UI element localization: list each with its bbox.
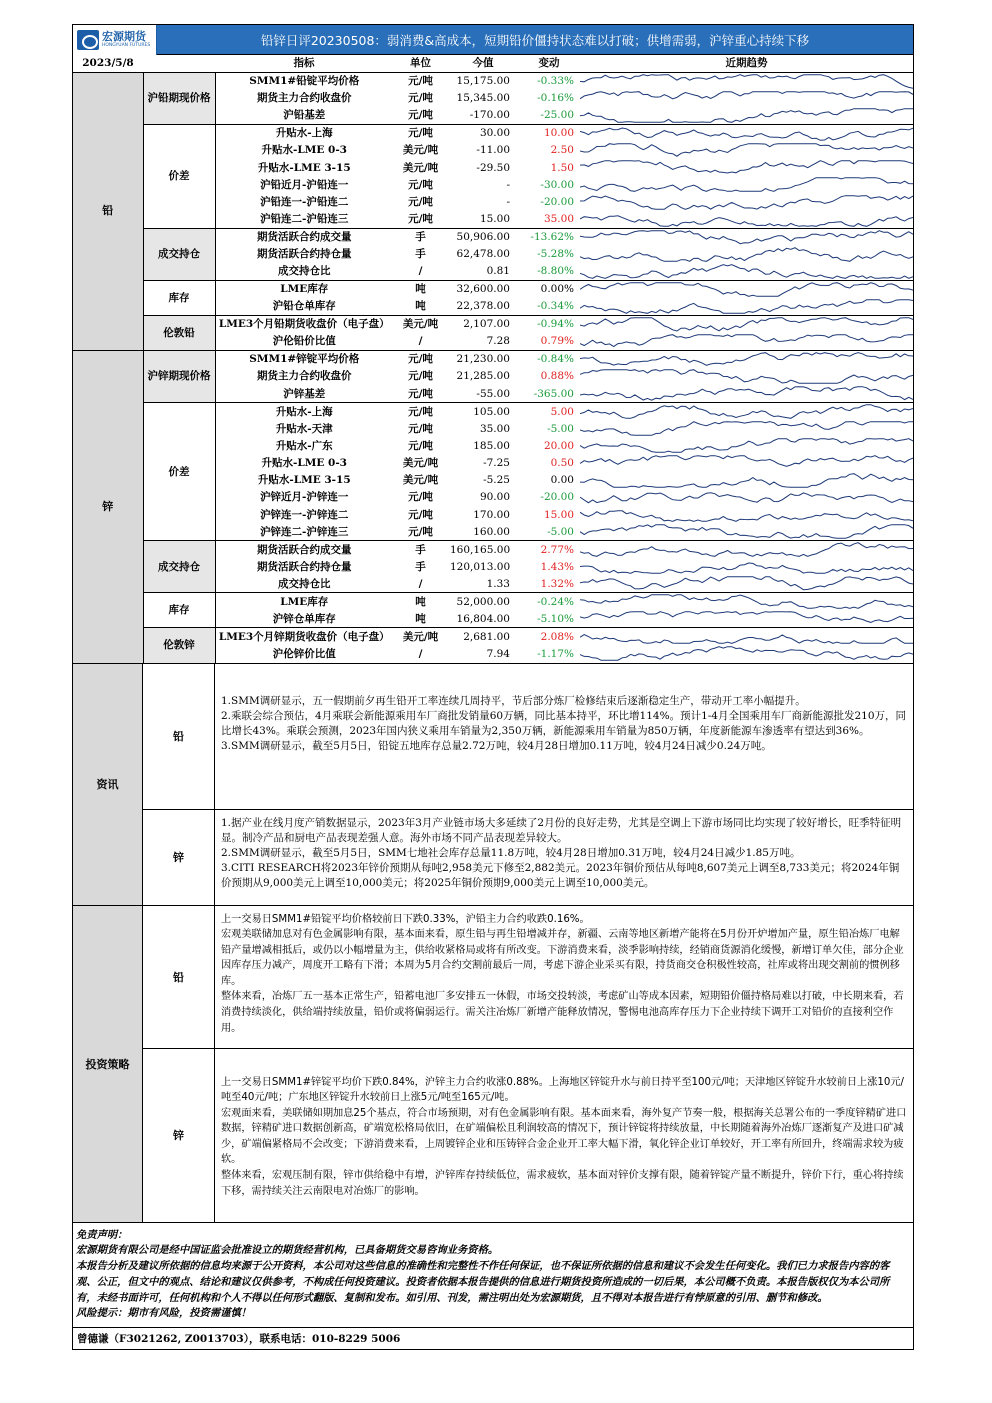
trend-sparkline — [580, 558, 913, 575]
indicator-name: 沪铅连二-沪铅连三 — [260, 213, 349, 226]
paragraph: 风险提示：期市有风险，投资需谨慎！ — [76, 1307, 252, 1320]
indicator-name: 沪伦锌价比值 — [272, 647, 336, 660]
metal-label: 铅 — [73, 72, 143, 350]
indicator-unit: 手 — [415, 560, 426, 573]
indicator-change: -0.94% — [518, 315, 580, 333]
indicator-name: 沪伦铅价比值 — [272, 335, 336, 348]
indicator-unit: 元/吨 — [408, 196, 433, 209]
indicator-change: -5.28% — [537, 248, 574, 261]
indicator-name: 期货主力合约收盘价 — [257, 92, 352, 105]
header-change: 变动 — [518, 55, 580, 72]
indicator-name: 沪锌近月-沪锌连一 — [260, 491, 349, 504]
contact-info: 曾德谦（F3021262, Z0013703），联系电话：010-8229 5006 — [73, 1327, 913, 1349]
indicator-value: 15.00 — [479, 213, 510, 226]
company-logo — [73, 25, 157, 55]
indicator-name: 沪铅仓单库存 — [272, 300, 336, 313]
indicator-change: -0.34% — [537, 300, 574, 313]
indicator-change: 20.00 — [543, 439, 574, 452]
trend-sparkline — [580, 315, 913, 333]
indicator-change: 5.00 — [518, 403, 580, 421]
indicator-change: 0.50 — [550, 456, 574, 469]
indicator-value: -55.00 — [476, 387, 510, 400]
indicator-name: 升贴水-LME 3-15 — [257, 474, 351, 487]
indicator-value: 30.00 — [448, 124, 518, 142]
table-row — [73, 403, 913, 421]
indicator-name: 升贴水-LME 0-3 — [261, 144, 347, 157]
indicator-unit: / — [418, 335, 423, 348]
trend-sparkline — [580, 489, 913, 506]
trend-sparkline — [580, 541, 913, 559]
indicator-name: LME3个月锌期货收盘价（电子盘） — [215, 628, 393, 646]
indicator-value: 16,804.00 — [456, 612, 510, 625]
paragraph: 2.乘联会综合预估，4月乘联会新能源乘用车厂商批发销量60万辆，同比基本持平，环比增114%。预计1-4月全国乘用车厂商新能源批发210万，同比增长43%。乘联会预测，2023年国内狭义乘用车销量为2,350万辆，新能源乘用车销量为850万辆，年度新能源车渗透率有望达到36%。 — [221, 709, 907, 737]
group-label: 伦敦锌 — [143, 628, 215, 663]
indicator-name: LME库存 — [215, 280, 393, 298]
indicator-change: 2.77% — [518, 541, 580, 559]
paragraph: 宏源期货有限公司是经中国证监会批准设立的期货经营机构，已具备期货交易咨询业务资格。 — [76, 1244, 499, 1257]
indicator-unit: 手 — [393, 541, 448, 559]
indicator-name: 沪铅连一-沪铅连二 — [260, 196, 349, 209]
indicator-unit: 元/吨 — [408, 422, 433, 435]
paragraph: 宏观美联储加息对有色金属影响有限，基本面来看，原生铅与再生铅增减并存，新疆、云南等地区新增产能将在5月份开炉增加产量，原生铅冶炼厂电解铅产量增减相抵后，或仍以小幅增量为主，供给收紧格局或将有所改变。下游消费来看，淡季影响持续，经销商货源消化缓慢，新增订单欠佳，部分企业因库存压力减产，周度开工略有下滑；本周为5月合约交割前最后一周，考虑下游企业采买有限，持货商交仓积极性较高，社库或将出现交割前的惯例移库。 — [221, 929, 904, 987]
group-label: 库存 — [143, 280, 215, 315]
table-row — [73, 315, 913, 333]
indicator-value: 2,681.00 — [448, 628, 518, 646]
indicator-name: 沪铅近月-沪铅连一 — [260, 178, 349, 191]
indicator-name: 成交持仓比 — [278, 265, 331, 278]
paragraph: 上一交易日SMM1#锌锭平均价下跌0.84%，沪锌主力合约收涨0.88%。上海地区锌锭升水与前日持平至100元/吨；天津地区锌锭升水较前日上涨10元/吨至40元/吨；广东地区锌锭升水较前日上涨5元/吨至165元/吨。 — [221, 1076, 904, 1104]
paragraph: 2.SMM调研显示，截至5月5日，SMM七地社会库存总量11.8万吨，较4月28日增加0.31万吨，较4月24日减少1.85万吨。 — [221, 846, 801, 859]
trend-sparkline — [580, 628, 913, 646]
trend-sparkline — [580, 385, 913, 403]
indicator-unit: 美元/吨 — [393, 315, 448, 333]
indicator-name: 成交持仓比 — [278, 577, 331, 590]
trend-sparkline — [580, 350, 913, 368]
indicator-unit: 吨 — [415, 300, 426, 313]
info-zinc-text — [215, 810, 913, 905]
indicator-change: -365.00 — [533, 387, 574, 400]
indicator-unit: 美元/吨 — [402, 474, 439, 487]
table-row — [73, 350, 913, 368]
indicator-unit: 元/吨 — [408, 109, 433, 122]
indicator-change: 1.43% — [540, 560, 574, 573]
indicator-value: 32,600.00 — [448, 280, 518, 298]
indicator-name: 期货活跃合约持仓量 — [257, 560, 352, 573]
paragraph: 宏观面来看，美联储如期加息25个基点，符合市场预期，对有色金属影响有限。基本面来看，海外复产节奏一般，根据海关总署公布的一季度锌精矿进口数据，锌精矿进口数据创新高，矿端宽松格局依旧，在矿端偏松且利润较高的情况下，预计锌锭将持续放量，中长期随着海外冶炼厂逐渐复产及进口矿减少，矿端偏紧格局不会改变；下游消费来看，上周镀锌企业和压铸锌合金企业开工率大幅下滑，氧化锌企业订单较好，开工率有所回升，终端需求较为疲软。 — [221, 1107, 907, 1166]
group-label: 价差 — [143, 403, 215, 541]
paragraph: 整体来看，冶炼厂五一基本正常生产，铅蓄电池厂多安排五一休假，市场交投转淡，考虑矿山等成本因素，短期铅价僵持格局难以打破，中长期来看，若消费持续淡化，供给端持续放量，铅价或将偏弱运行。需关注冶炼厂新增产能释放情况，警惕电池高库存压力下企业持续下调开工对铅价的直接利空作用。 — [221, 991, 904, 1034]
indicator-value: 90.00 — [479, 491, 510, 504]
indicator-name: 期货活跃合约成交量 — [215, 541, 393, 559]
indicator-value: -5.25 — [483, 474, 510, 487]
indicator-change: -1.17% — [537, 647, 574, 660]
indicator-value: 7.28 — [486, 335, 510, 348]
report-header — [73, 25, 913, 55]
trend-sparkline — [580, 437, 913, 454]
table-row — [73, 628, 913, 646]
trend-sparkline — [580, 506, 913, 523]
indicator-unit: 美元/吨 — [402, 161, 439, 174]
trend-sparkline — [580, 333, 913, 351]
indicator-change: -8.80% — [537, 265, 574, 278]
indicator-value: 21,285.00 — [456, 370, 510, 383]
indicator-name: SMM1#锌锭平均价格 — [215, 350, 393, 368]
indicator-change: -30.00 — [540, 178, 574, 191]
trend-sparkline — [580, 593, 913, 611]
header-indicator: 指标 — [215, 55, 393, 72]
trend-sparkline — [580, 263, 913, 281]
paragraph: 3.SMM调研显示，截至5月5日，铅锭五地库存总量2.72万吨，较4月28日增加0.11万吨，较4月24日减少0.24万吨。 — [221, 739, 772, 752]
group-label: 库存 — [143, 593, 215, 628]
indicator-value: 120,013.00 — [450, 560, 511, 573]
group-label: 价差 — [143, 124, 215, 228]
indicator-value: 15,175.00 — [448, 72, 518, 90]
indicator-name: 沪锌基差 — [283, 387, 326, 400]
indicator-name: 沪铅基差 — [283, 109, 326, 122]
trend-sparkline — [580, 228, 913, 246]
indicator-change: -5.10% — [537, 612, 574, 625]
indicator-name: 沪锌仓单库存 — [272, 612, 336, 625]
indicator-value: -170.00 — [469, 109, 510, 122]
table-header-row — [73, 55, 913, 72]
trend-sparkline — [580, 72, 913, 90]
trend-sparkline — [580, 159, 913, 176]
indicator-change: -25.00 — [540, 109, 574, 122]
metal-label: 锌 — [73, 350, 143, 662]
report-frame — [72, 24, 914, 1350]
trend-sparkline — [580, 280, 913, 298]
indicator-change: -0.33% — [518, 72, 580, 90]
trend-sparkline — [580, 403, 913, 421]
indicator-unit: 元/吨 — [408, 370, 433, 383]
group-label: 沪锌期现价格 — [143, 350, 215, 402]
indicator-unit: 元/吨 — [408, 491, 433, 504]
indicator-unit: 元/吨 — [408, 213, 433, 226]
logo-mark-icon — [77, 30, 99, 50]
indicator-unit: 元/吨 — [393, 403, 448, 421]
trend-sparkline — [580, 193, 913, 210]
indicator-name: 期货活跃合约持仓量 — [257, 248, 352, 261]
indicator-change: 0.79% — [540, 335, 574, 348]
paragraph: 上一交易日SMM1#铅锭平均价格较前日下跌0.33%，沪铅主力合约收跌0.16%。 — [221, 913, 590, 925]
strategy-zinc-label: 锌 — [143, 1049, 215, 1222]
indicator-change: 1.32% — [540, 577, 574, 590]
indicator-value: -7.25 — [483, 456, 510, 469]
trend-sparkline — [580, 575, 913, 593]
strategy-section — [73, 905, 913, 1222]
info-section — [73, 663, 913, 905]
indicator-name: 升贴水-广东 — [275, 439, 333, 452]
indicator-unit: 元/吨 — [408, 178, 433, 191]
paragraph: 3.CITI RESEARCH将2023年锌价预期从每吨2,958美元下修至2,882美元。2023年铜价预估从每吨8,607美元上调至8,733美元；将2024年铜价预期从9,000美元上调至10,000美元；将2025年铜价预期9,000美元上调至10,000美元。 — [221, 861, 900, 889]
indicator-unit: 元/吨 — [408, 525, 433, 538]
indicator-name: 升贴水-LME 0-3 — [261, 456, 347, 469]
indicator-unit: 元/吨 — [393, 124, 448, 142]
indicator-value: 105.00 — [448, 403, 518, 421]
indicator-unit: 美元/吨 — [402, 144, 439, 157]
trend-sparkline — [580, 472, 913, 489]
data-table — [73, 55, 913, 663]
indicator-change: 1.50 — [550, 161, 574, 174]
indicator-unit: 吨 — [393, 593, 448, 611]
indicator-unit: 吨 — [415, 612, 426, 625]
indicator-name: LME库存 — [215, 593, 393, 611]
indicator-name: 升贴水-天津 — [275, 422, 333, 435]
group-label: 成交持仓 — [143, 228, 215, 280]
indicator-unit: 美元/吨 — [393, 628, 448, 646]
indicator-change: -13.62% — [518, 228, 580, 246]
report-date: 2023/5/8 — [73, 55, 143, 72]
indicator-unit: 元/吨 — [408, 387, 433, 400]
table-row — [73, 228, 913, 246]
indicator-change: 15.00 — [543, 508, 574, 521]
trend-sparkline — [580, 420, 913, 437]
indicator-name: 升贴水-上海 — [215, 124, 393, 142]
indicator-change: -5.00 — [547, 525, 574, 538]
indicator-change: -20.00 — [540, 491, 574, 504]
trend-sparkline — [580, 368, 913, 385]
indicator-unit: 手 — [393, 228, 448, 246]
indicator-value: 52,000.00 — [448, 593, 518, 611]
strategy-lead-label: 铅 — [143, 906, 215, 1048]
indicator-unit: 美元/吨 — [402, 456, 439, 469]
group-label: 沪铅期现价格 — [143, 72, 215, 124]
indicator-value: 1.33 — [486, 577, 510, 590]
indicator-value: 50,906.00 — [448, 228, 518, 246]
indicator-change: 35.00 — [543, 213, 574, 226]
indicator-unit: / — [418, 265, 423, 278]
trend-sparkline — [580, 124, 913, 142]
trend-sparkline — [580, 142, 913, 159]
trend-sparkline — [580, 523, 913, 541]
logo-en: HONGYUAN FUTURES — [102, 43, 151, 49]
trend-sparkline — [580, 211, 913, 229]
indicator-change: -5.00 — [547, 422, 574, 435]
indicator-unit: / — [418, 577, 423, 590]
indicator-value: 2,107.00 — [448, 315, 518, 333]
indicator-value: -29.50 — [476, 161, 510, 174]
indicator-unit: / — [418, 647, 423, 660]
indicator-unit: 吨 — [393, 280, 448, 298]
paragraph: 整体来看，宏观压制有限，锌市供给稳中有增，沪锌库存持续低位，需求疲软，基本面对锌价支撑有限，随着锌锭产量不断提升，锌价下行，重心将持续下移，需持续关注云南限电对冶炼厂的影响。 — [221, 1170, 904, 1197]
trend-sparkline — [580, 645, 913, 662]
indicator-value: - — [506, 196, 510, 209]
indicator-change: -0.84% — [518, 350, 580, 368]
indicator-unit: 元/吨 — [408, 508, 433, 521]
indicator-value: 15,345.00 — [456, 92, 510, 105]
strategy-zinc-text — [215, 1049, 913, 1222]
indicator-value: - — [506, 178, 510, 191]
trend-sparkline — [580, 246, 913, 263]
indicator-name: 升贴水-LME 3-15 — [257, 161, 351, 174]
indicator-name: LME3个月铅期货收盘价（电子盘） — [215, 315, 393, 333]
trend-sparkline — [580, 298, 913, 316]
info-zinc-label: 锌 — [143, 810, 215, 905]
trend-sparkline — [580, 454, 913, 471]
indicator-name: 期货主力合约收盘价 — [257, 370, 352, 383]
strategy-lead-text — [215, 906, 913, 1048]
strategy-label: 投资策略 — [73, 906, 143, 1222]
trend-sparkline — [580, 610, 913, 628]
indicator-change: -0.16% — [537, 92, 574, 105]
paragraph: 本报告分析及建议所依据的信息均来源于公开资料，本公司对这些信息的准确性和完整性不作任何保证，也不保证所依据的信息和建议不会发生任何变化。我们已力求报告内容的客观、公正，但文中的观点、结论和建议仅供参考，不构成任何投资建议。投资者依据本报告提供的信息进行期货投资所造成的一切后果，本公司概不负责。本报告版权仅为本公司所有，未经书面许可，任何机构和个人不得以任何形式翻版、复制和发布。如引用、刊发，需注明出处为宏源期货，且不得对本报告进行有悖原意的引用、删节和修改。 — [76, 1260, 890, 1304]
trend-sparkline — [580, 107, 913, 125]
report-title: 铅锌日评20230508：弱消费&高成本，短期铅价僵持状态难以打破；供增需弱，沪锌重心持续下移 — [157, 25, 913, 54]
table-row — [73, 593, 913, 611]
logo-cn: 宏源期货 — [102, 30, 146, 44]
table-row — [73, 280, 913, 298]
trend-sparkline — [580, 176, 913, 193]
header-today: 今值 — [448, 55, 518, 72]
indicator-value: 185.00 — [473, 439, 510, 452]
indicator-unit: 元/吨 — [393, 350, 448, 368]
indicator-change: 0.88% — [540, 370, 574, 383]
table-row — [73, 72, 913, 90]
indicator-name: SMM1#铅锭平均价格 — [215, 72, 393, 90]
group-label: 伦敦铅 — [143, 315, 215, 350]
table-row — [73, 541, 913, 559]
indicator-change: 10.00 — [518, 124, 580, 142]
trend-sparkline — [580, 90, 913, 107]
indicator-value: 62,478.00 — [456, 248, 510, 261]
indicator-change: 2.08% — [518, 628, 580, 646]
indicator-value: 22,378.00 — [456, 300, 510, 313]
indicator-unit: 元/吨 — [393, 72, 448, 90]
paragraph: 免责声明： — [76, 1228, 128, 1241]
indicator-value: 0.81 — [486, 265, 510, 278]
paragraph: 1.据产业在线月度产销数据显示，2023年3月产业链市场大多延续了2月份的良好走势，尤其是空调上下游市场同比均实现了较好增长，旺季特征明显。制冷产品和厨电产品表现差强人意。海外市场不同产品表现差异较大。 — [221, 816, 902, 844]
indicator-change: -20.00 — [540, 196, 574, 209]
indicator-name: 沪锌连二-沪锌连三 — [260, 525, 349, 538]
info-lead-label: 铅 — [143, 664, 215, 809]
indicator-value: 7.94 — [486, 647, 510, 660]
indicator-value: 35.00 — [479, 422, 510, 435]
indicator-value: 170.00 — [473, 508, 510, 521]
header-unit: 单位 — [393, 55, 448, 72]
indicator-unit: 元/吨 — [408, 439, 433, 452]
indicator-change: 0.00% — [518, 280, 580, 298]
header-trend: 近期趋势 — [580, 55, 913, 72]
paragraph: 1.SMM调研显示，五一假期前夕再生铅开工率连续几周持平，节后部分炼厂检修结束后逐渐稳定生产，带动开工率小幅提升。 — [221, 694, 806, 707]
indicator-name: 升贴水-上海 — [215, 403, 393, 421]
indicator-unit: 元/吨 — [408, 92, 433, 105]
indicator-name: 沪锌连一-沪锌连二 — [260, 508, 349, 521]
table-row — [73, 124, 913, 142]
info-lead-text — [215, 664, 913, 809]
indicator-value: 160,165.00 — [448, 541, 518, 559]
indicator-change: 0.00 — [550, 474, 574, 487]
indicator-name: 期货活跃合约成交量 — [215, 228, 393, 246]
indicator-unit: 手 — [415, 248, 426, 261]
indicator-value: 160.00 — [473, 525, 510, 538]
indicator-value: -11.00 — [476, 144, 510, 157]
info-label: 资讯 — [73, 664, 143, 905]
group-label: 成交持仓 — [143, 541, 215, 593]
indicator-change: -0.24% — [518, 593, 580, 611]
disclaimer — [73, 1222, 913, 1328]
indicator-change: 2.50 — [550, 144, 574, 157]
indicator-value: 21,230.00 — [448, 350, 518, 368]
